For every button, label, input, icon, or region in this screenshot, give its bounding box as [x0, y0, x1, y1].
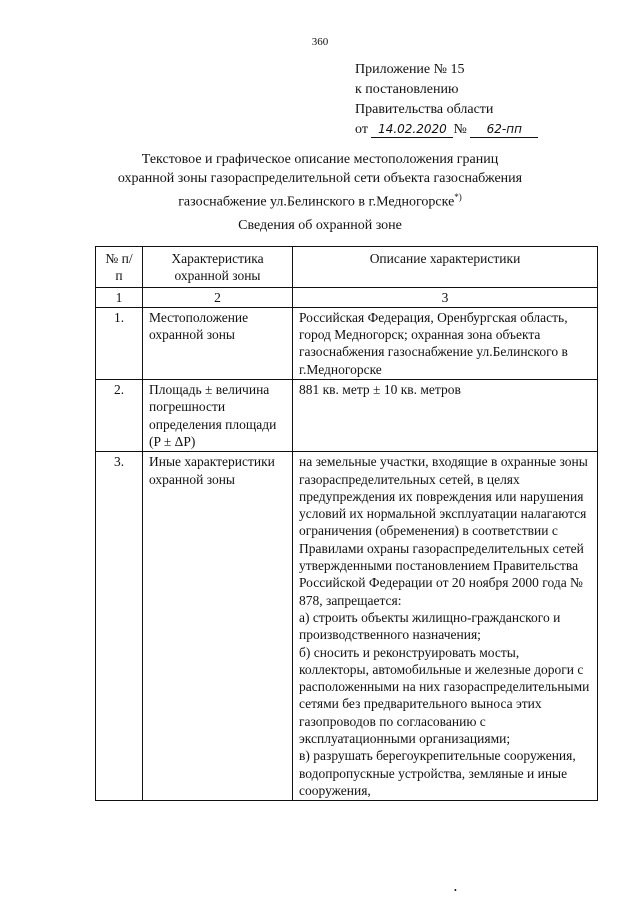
row-characteristic: Местоположение охранной зоны	[143, 307, 293, 379]
from-label: от	[355, 122, 368, 137]
title-line-1: Текстовое и графическое описание местоположения границ	[141, 152, 499, 167]
zone-info-table	[95, 246, 598, 801]
column-numbers-row	[96, 287, 598, 307]
appendix-block	[355, 60, 538, 140]
row-characteristic: Площадь ± величина погрешности определения площади (P ± ΔP)	[143, 380, 293, 452]
footnote-mark: *)	[454, 192, 462, 202]
restrictions-intro: на земельные участки, входящие в охранные зоны газораспределительных сетей, в целях предупреждения их повреждения или нарушения условий их нормальной эксплуатации налагаются ограничения (обременения) в соответствии с Правилами охраны газораспределительных сетей утвержденными постановлением Правительства Российской Федерации от 20 ноября 2000 года № 878, запрещается:	[299, 454, 588, 608]
header-characteristic: Характеристика охранной зоны	[143, 247, 293, 288]
column-number: 3	[293, 287, 598, 307]
appendix-date-line	[355, 120, 538, 140]
handwritten-number: 62-пп	[470, 121, 538, 138]
title-line-2: охранной зоны газораспределительной сети объекта газоснабжения	[117, 171, 523, 186]
header-number: № п/п	[96, 247, 143, 288]
row-description: 881 кв. метр ± 10 кв. метров	[293, 380, 598, 452]
handwritten-date: 14.02.2020	[371, 121, 453, 138]
header-description: Описание характеристики	[293, 247, 598, 288]
table-row	[96, 380, 598, 452]
appendix-line-1: Приложение № 15	[355, 62, 465, 77]
table-row	[96, 307, 598, 379]
title-line-3-text: газоснабжение ул.Белинского в г.Медногорске	[178, 194, 455, 210]
section-subtitle: Сведения об охранной зоне	[238, 218, 402, 233]
number-sign: №	[453, 122, 467, 137]
title-line-3	[60, 188, 580, 212]
appendix-line-2: к постановлению	[355, 82, 459, 97]
page-number: 360	[311, 36, 329, 48]
document-title	[60, 150, 580, 212]
restriction-item: в) разрушать берегоукрепительные сооружения, водопропускные устройства, земляные и иные сооружения,	[299, 748, 576, 798]
table-row	[96, 452, 598, 801]
row-description: Российская Федерация, Оренбургская область, город Медногорск; охранная зона объекта газоснабжения газоснабжение ул.Белинского в г.Медногорске	[293, 307, 598, 379]
row-number: 3.	[96, 452, 143, 801]
row-characteristic: Иные характеристики охранной зоны	[143, 452, 293, 801]
restriction-item: а) строить объекты жилищно-гражданского и производственного назначения;	[299, 609, 561, 643]
stray-mark: •	[454, 886, 457, 895]
column-number: 1	[96, 287, 143, 307]
row-number: 1.	[96, 307, 143, 379]
appendix-line-3: Правительства области	[355, 102, 494, 117]
row-number: 2.	[96, 380, 143, 452]
row-description	[293, 452, 598, 801]
restriction-item: б) сносить и реконструировать мосты, коллекторы, автомобильные и железные дороги с расположенными на них газораспределительными сетями без предварительного выноса этих газопроводов по согласованию с эксплуатационными организациями;	[299, 644, 590, 747]
column-number: 2	[143, 287, 293, 307]
table-header-row	[96, 247, 598, 288]
